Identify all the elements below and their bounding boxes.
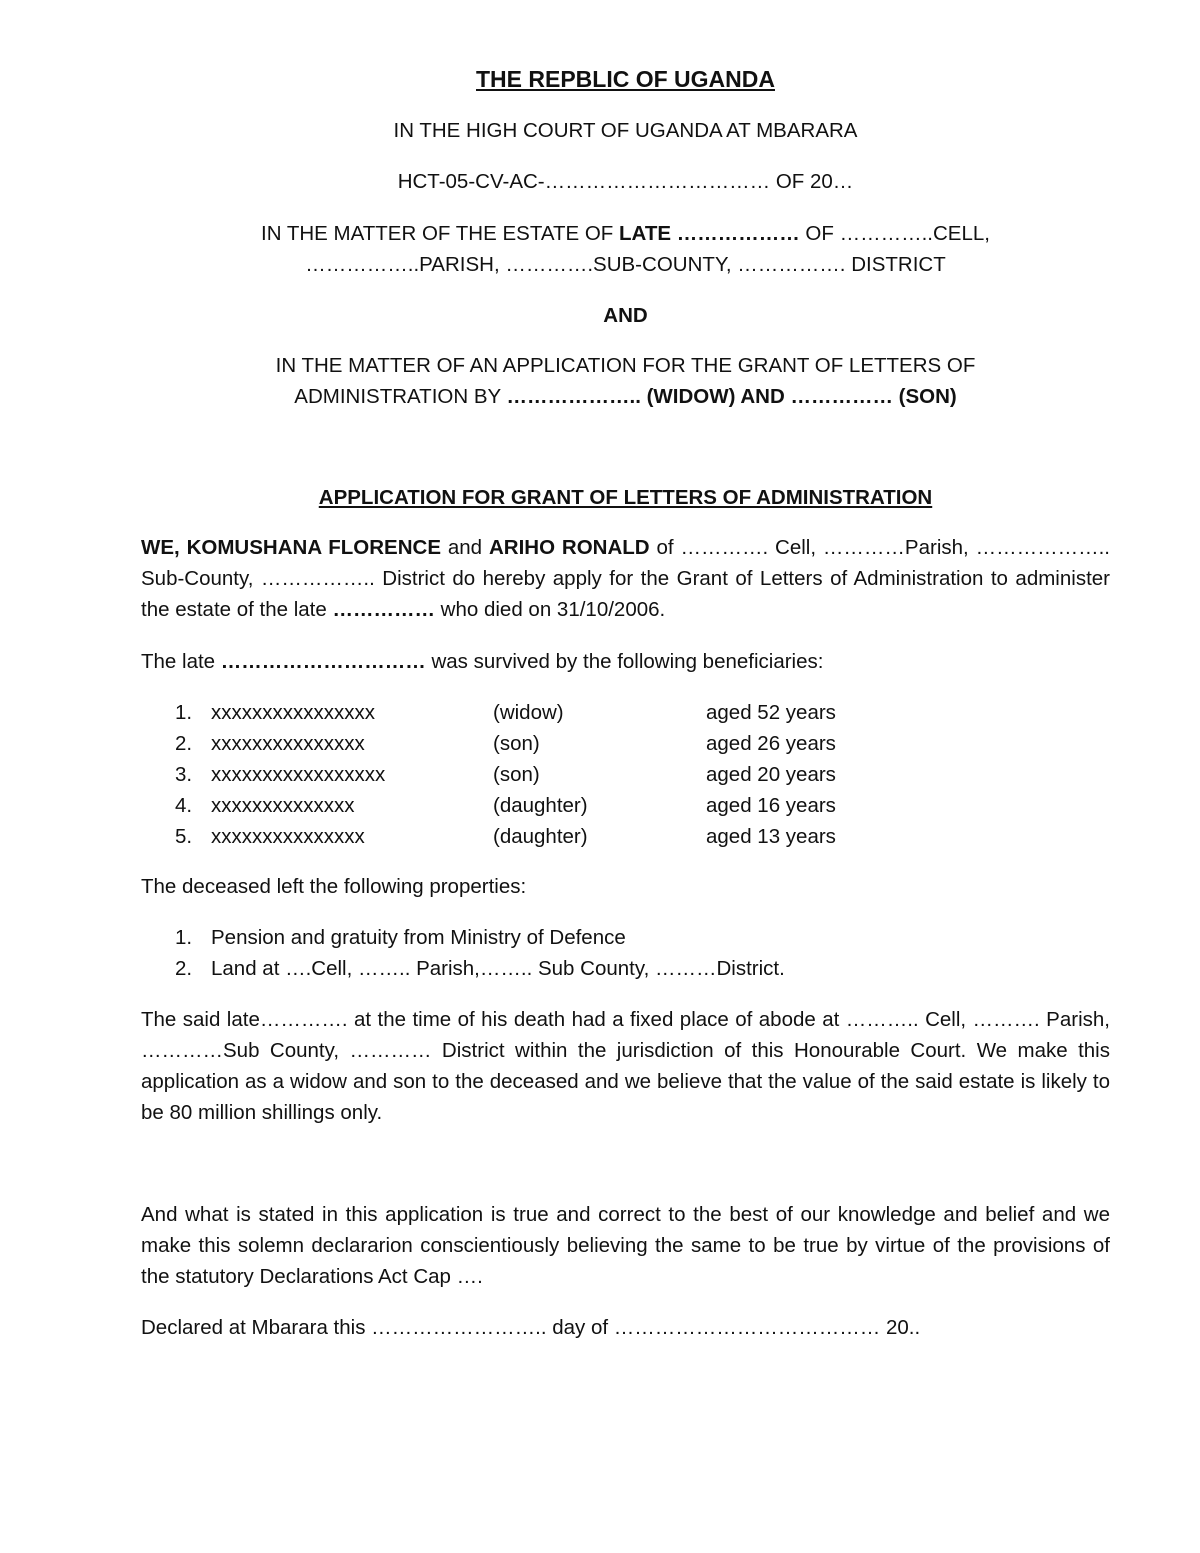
list-item <box>141 922 1110 953</box>
abode-paragraph: The said late…………. at the time of his death had a fixed place of abode at ……….. Cell, ………. Parish, …………Sub County, ………… District within the jurisdiction of this Honourable Court. We make this application as a widow and son to the deceased and we believe that the value of the said estate is likely to be 80 million shillings only. <box>141 1008 1110 1124</box>
property-text: Land at ….Cell, …….. Parish,…….. Sub County, ………District. <box>211 957 785 980</box>
item-number: 2. <box>175 957 193 980</box>
item-number: 4. <box>175 794 193 817</box>
survived-post: was survived by the following beneficiaries: <box>425 650 824 673</box>
estate-matter <box>141 218 1110 280</box>
declared-at-line: Declared at Mbarara this …………………….. day of ………………………………… 20.. <box>141 1316 921 1339</box>
application-line-2 <box>141 381 1110 412</box>
case-number: HCT-05-CV-AC-…………………………… OF 20… <box>397 170 854 193</box>
applicant-first: WE, KOMUSHANA FLORENCE <box>141 536 441 559</box>
list-item <box>141 953 1110 984</box>
property-text: Pension and gratuity from Ministry of Defence <box>211 926 626 949</box>
deceased-name-blank: …………… <box>332 598 435 621</box>
item-number: 2. <box>175 732 193 755</box>
applicant-and: and <box>441 536 489 559</box>
beneficiary-relation: (daughter) <box>493 825 588 848</box>
list-item <box>141 728 1110 759</box>
list-item <box>141 759 1110 790</box>
beneficiary-relation: (widow) <box>493 701 564 724</box>
item-number: 1. <box>175 701 193 724</box>
court-name: IN THE HIGH COURT OF UGANDA AT MBARARA <box>393 119 858 142</box>
applicants-text-2: who died on 31/10/2006. <box>434 598 666 621</box>
item-number: 3. <box>175 763 193 786</box>
applicant-second: ARIHO RONALD <box>488 536 650 559</box>
estate-late-label: LATE ……………… <box>619 222 800 245</box>
survived-pre: The late <box>141 650 221 673</box>
estate-text-c: OF …………..CELL, <box>799 222 990 245</box>
application-matter <box>141 350 1110 412</box>
survived-paragraph <box>141 646 1110 677</box>
beneficiary-age: aged 52 years <box>706 701 836 724</box>
declaration-paragraph: And what is stated in this application is true and correct to the best of our knowledge and belief and we make this solemn declararion conscientiously believing the same to be true by virtue of the provisions of the statutory Declarations Act Cap …. <box>141 1203 1110 1288</box>
and-connector: AND <box>603 304 648 327</box>
beneficiary-age: aged 20 years <box>706 763 836 786</box>
beneficiary-age: aged 16 years <box>706 794 836 817</box>
beneficiary-age: aged 13 years <box>706 825 836 848</box>
applicants-paragraph <box>141 532 1110 625</box>
application-parties: ……………….. (WIDOW) AND …………… (SON) <box>506 385 957 408</box>
beneficiary-relation: (son) <box>493 763 540 786</box>
beneficiary-relation: (son) <box>493 732 540 755</box>
list-item <box>141 790 1110 821</box>
estate-text-a: IN THE MATTER OF THE ESTATE OF <box>261 222 620 245</box>
beneficiary-relation: (daughter) <box>493 794 588 817</box>
item-number: 5. <box>175 825 193 848</box>
list-item <box>141 697 1110 728</box>
document-title: THE REPBLIC OF UGANDA <box>476 66 775 92</box>
applicants-text-1: of …………. Cell, …………Parish, ……………….. Sub-County, …………….. District do hereby apply for the Grant of Letters of Administration to administer the estate of the late <box>141 536 1110 621</box>
section-heading: APPLICATION FOR GRANT OF LETTERS OF ADMINISTRATION <box>318 486 933 509</box>
list-item <box>141 821 1110 852</box>
beneficiaries-list <box>141 697 1110 852</box>
survived-name-blank: ………………………… <box>220 650 426 673</box>
beneficiary-name: xxxxxxxxxxxxxxxxx <box>211 763 386 786</box>
application-text-a: ADMINISTRATION BY <box>294 385 507 408</box>
properties-list <box>141 922 1110 984</box>
beneficiary-name: xxxxxxxxxxxxxxx <box>211 732 365 755</box>
beneficiary-age: aged 26 years <box>706 732 836 755</box>
beneficiary-name: xxxxxxxxxxxxxx <box>211 794 355 817</box>
beneficiary-name: xxxxxxxxxxxxxxxx <box>211 701 375 724</box>
properties-intro: The deceased left the following properties: <box>141 875 527 898</box>
application-line-1: IN THE MATTER OF AN APPLICATION FOR THE GRANT OF LETTERS OF <box>275 354 976 377</box>
beneficiary-name: xxxxxxxxxxxxxxx <box>211 825 365 848</box>
estate-line-2: ……………..PARISH, ………….SUB-COUNTY, ……………. DISTRICT <box>305 253 946 276</box>
estate-line-1 <box>141 218 1110 249</box>
item-number: 1. <box>175 926 193 949</box>
